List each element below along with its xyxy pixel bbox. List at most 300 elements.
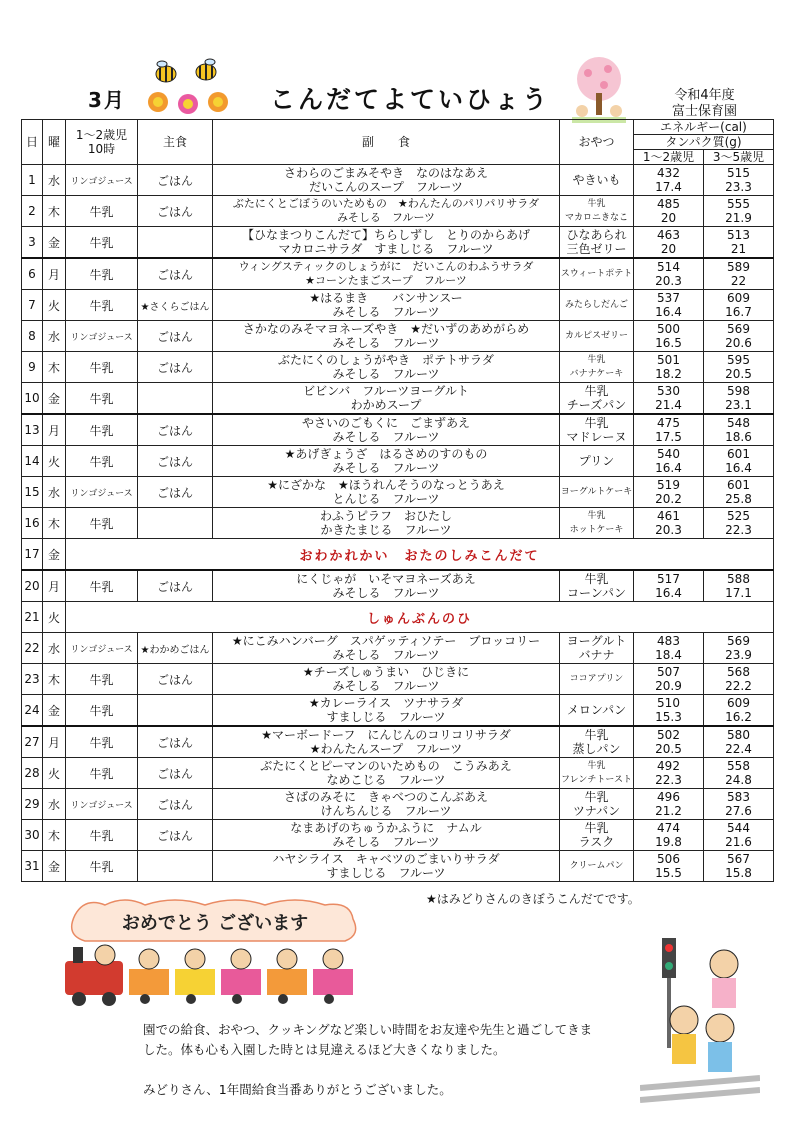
- day-cell: 17: [22, 539, 43, 571]
- nutrition-age35-cell: [704, 290, 774, 321]
- nutrition-age35-cell-line2: 24.8: [725, 773, 752, 787]
- nutrition-age12-cell: [634, 414, 704, 446]
- oyatsu-cell-line1: みたらしだんご: [564, 300, 628, 310]
- cherry-tree-illustration: [568, 55, 630, 125]
- side-dish-cell: [213, 477, 560, 508]
- nutrition-age12-cell-line1: 530: [657, 384, 680, 398]
- nutrition-age35-cell-line2: 23.9: [725, 648, 752, 662]
- nutrition-age12-cell: [634, 258, 704, 290]
- oyatsu-cell: [560, 664, 634, 695]
- nutrition-age12-cell-line2: 16.4: [655, 461, 682, 475]
- day-cell: 29: [22, 789, 43, 820]
- nutrition-age35-cell-line1: 515: [727, 166, 750, 180]
- staple-cell: ごはん: [138, 477, 213, 508]
- congratulations-train-illustration: [65, 895, 365, 1010]
- weekday-cell: 火: [43, 446, 66, 477]
- col-age12: 1～2歳児: [634, 150, 704, 165]
- nutrition-age35-cell-line1: 568: [727, 665, 750, 679]
- side-dish-cell-line2: みそしる フルーツ: [332, 648, 440, 662]
- staple-cell: ごはん: [138, 414, 213, 446]
- weekday-cell: 金: [43, 695, 66, 727]
- nutrition-age35-cell-line2: 18.6: [725, 430, 752, 444]
- side-dish-cell: [213, 570, 560, 602]
- oyatsu-cell-line1: 牛乳: [587, 199, 606, 209]
- nutrition-age12-cell: [634, 633, 704, 664]
- nutrition-age35-cell-line2: 22.4: [725, 742, 752, 756]
- nutrition-age35-cell-line2: 16.2: [725, 710, 752, 724]
- day-cell: 10: [22, 383, 43, 415]
- side-dish-cell: [213, 633, 560, 664]
- bee-flower-illustration: [138, 58, 238, 120]
- nutrition-age35-cell-line2: 27.6: [725, 804, 752, 818]
- table-row: [22, 539, 774, 571]
- oyatsu-cell-line2: バナナケーキ: [569, 369, 624, 379]
- day-cell: 21: [22, 602, 43, 633]
- side-dish-cell-line1: ★にざかな ★ほうれんそうのなっとうあえ: [267, 478, 505, 492]
- crossing-kids-illustration: [640, 928, 760, 1108]
- oyatsu-cell: [560, 820, 634, 851]
- staple-cell: ごはん: [138, 258, 213, 290]
- table-row: [22, 602, 774, 633]
- side-dish-cell-line2: みそしる フルーツ: [332, 367, 440, 381]
- nutrition-age12-cell-line2: 17.4: [655, 180, 682, 194]
- oyatsu-cell-line1: ヨーグルト: [566, 634, 627, 648]
- table-row: [22, 508, 774, 539]
- oyatsu-cell-line1: プリン: [578, 454, 615, 468]
- oyatsu-cell-line1: 牛乳: [587, 761, 606, 771]
- col-age35: 3～5歳児: [704, 150, 774, 165]
- oyatsu-cell-line2: ラスク: [578, 835, 615, 849]
- staple-cell: [138, 227, 213, 259]
- nutrition-age12-cell: [634, 820, 704, 851]
- nutrition-age35-cell: [704, 227, 774, 259]
- school-name: 富士保育園: [672, 104, 738, 119]
- side-dish-cell-line1: さわらのごまみそやき なのはなあえ: [283, 166, 488, 180]
- side-dish-cell: [213, 227, 560, 259]
- side-dish-cell: [213, 165, 560, 196]
- nutrition-age35-cell-line2: 20.5: [725, 367, 752, 381]
- side-dish-cell: [213, 820, 560, 851]
- nutrition-age35-cell: [704, 321, 774, 352]
- oyatsu-cell-line1: ひなあられ: [566, 228, 627, 242]
- weekday-cell: 金: [43, 851, 66, 882]
- nutrition-age35-cell: [704, 165, 774, 196]
- side-dish-cell-line2: みそしる フルーツ: [332, 679, 440, 693]
- side-dish-cell-line1: わふうピラフ おひたし: [319, 509, 452, 523]
- weekday-cell: 月: [43, 414, 66, 446]
- nutrition-age35-cell-line2: 21.9: [725, 211, 752, 225]
- weekday-cell: 月: [43, 258, 66, 290]
- staple-cell: [138, 383, 213, 415]
- weekday-cell: 火: [43, 602, 66, 633]
- oyatsu-cell: [560, 726, 634, 758]
- table-row: [22, 726, 774, 758]
- nutrition-age12-cell-line2: 16.4: [655, 586, 682, 600]
- oyatsu-cell: [560, 477, 634, 508]
- staple-cell: [138, 508, 213, 539]
- oyatsu-cell: [560, 695, 634, 727]
- day-cell: 23: [22, 664, 43, 695]
- oyatsu-cell-line1: 牛乳: [584, 384, 609, 398]
- side-dish-cell-line1: やさいのごもくに ごまずあえ: [301, 416, 470, 430]
- oyatsu-cell-line1: 牛乳: [584, 790, 609, 804]
- table-row: [22, 383, 774, 415]
- side-dish-cell: [213, 508, 560, 539]
- side-dish-cell-line2: みそしる フルーツ: [332, 336, 440, 350]
- weekday-cell: 金: [43, 383, 66, 415]
- train-icon: [65, 945, 353, 1006]
- nutrition-age12-cell: [634, 321, 704, 352]
- table-row: [22, 570, 774, 602]
- nutrition-age35-cell-line1: 595: [727, 353, 750, 367]
- nutrition-age12-cell-line1: 519: [657, 478, 680, 492]
- snack10-cell: リンゴジュース: [66, 477, 138, 508]
- snack10-cell: 牛乳: [66, 196, 138, 227]
- bee-icon: [156, 61, 176, 82]
- nutrition-age35-cell-line2: 23.1: [725, 398, 752, 412]
- oyatsu-cell-line1: スウィートポテト: [560, 269, 633, 279]
- nutrition-age35-cell: [704, 695, 774, 727]
- oyatsu-cell-line2: マドレーヌ: [566, 430, 627, 444]
- nutrition-age12-cell-line1: 485: [657, 197, 680, 211]
- staple-cell: ごはん: [138, 446, 213, 477]
- oyatsu-cell: [560, 570, 634, 602]
- menu-table: [21, 119, 774, 882]
- side-dish-cell: [213, 851, 560, 882]
- page-title: こんだてよていひょう: [270, 85, 551, 114]
- table-row: [22, 321, 774, 352]
- oyatsu-cell-line2: ツナパン: [572, 804, 621, 818]
- nutrition-age35-cell: [704, 851, 774, 882]
- nutrition-age12-cell: [634, 570, 704, 602]
- oyatsu-cell-line1: 牛乳: [584, 416, 609, 430]
- side-dish-cell-line1: ぶたにくとピーマンのいためもの こうみあえ: [260, 759, 512, 773]
- oyatsu-cell: [560, 414, 634, 446]
- nutrition-age35-cell-line1: 609: [727, 291, 750, 305]
- nutrition-age12-cell: [634, 758, 704, 789]
- snack10-cell: 牛乳: [66, 820, 138, 851]
- day-cell: 28: [22, 758, 43, 789]
- snack10-cell: 牛乳: [66, 508, 138, 539]
- day-cell: 20: [22, 570, 43, 602]
- table-row: [22, 258, 774, 290]
- side-dish-cell-line1: さばのみそに きゃべつのこんぶあえ: [283, 790, 488, 804]
- nutrition-age12-cell-line2: 21.2: [655, 804, 682, 818]
- day-cell: 1: [22, 165, 43, 196]
- snack10-cell: リンゴジュース: [66, 165, 138, 196]
- side-dish-cell-line1: 【ひなまつりこんだて】ちらしずし とりのからあげ: [241, 228, 530, 242]
- table-row: [22, 414, 774, 446]
- nutrition-age35-cell-line2: 17.1: [725, 586, 752, 600]
- staple-cell: ごはん: [138, 352, 213, 383]
- side-dish-cell-line2: みそしる フルーツ: [332, 305, 440, 319]
- weekday-cell: 水: [43, 477, 66, 508]
- nutrition-age12-cell: [634, 352, 704, 383]
- side-dish-cell-line1: ビビンバ フルーツヨーグルト: [303, 384, 469, 398]
- side-dish-cell-line1: ぶたにくとごぼうのいためもの ★わんたんのパリパリサラダ: [232, 197, 540, 210]
- side-dish-cell-line1: ★はるまき バンサンスー: [309, 291, 463, 305]
- side-dish-cell-line1: ★カレーライス ツナサラダ: [308, 696, 464, 710]
- nutrition-age35-cell: [704, 758, 774, 789]
- weekday-cell: 水: [43, 165, 66, 196]
- nutrition-age12-cell: [634, 726, 704, 758]
- snack10-cell: リンゴジュース: [66, 789, 138, 820]
- oyatsu-cell-line1: 牛乳: [587, 511, 606, 521]
- oyatsu-cell-line1: クリームパン: [569, 861, 624, 871]
- nutrition-age35-cell-line1: 569: [727, 634, 750, 648]
- nutrition-age12-cell-line1: 475: [657, 416, 680, 430]
- side-dish-cell: [213, 758, 560, 789]
- weekday-cell: 金: [43, 539, 66, 571]
- nutrition-age12-cell-line2: 20.9: [655, 679, 682, 693]
- nutrition-age12-cell: [634, 290, 704, 321]
- footnote: ★はみどりさんのきぼうこんだてです。: [426, 892, 640, 906]
- side-dish-cell-line2: みそしる フルーツ: [332, 835, 440, 849]
- oyatsu-cell: [560, 227, 634, 259]
- oyatsu-cell-line2: 蒸しパン: [572, 742, 621, 756]
- snack10-cell: 牛乳: [66, 414, 138, 446]
- side-dish-cell-line1: さかなのみそマヨネーズやき ★だいずのあめがらめ: [242, 322, 530, 336]
- nutrition-age35-cell-line2: 20.6: [725, 336, 752, 350]
- oyatsu-cell: [560, 851, 634, 882]
- nutrition-age12-cell-line2: 22.3: [655, 773, 682, 787]
- side-dish-cell-line1: ハヤシライス キャベツのごまいりサラダ: [272, 852, 500, 866]
- side-dish-cell-line1: なまあげのちゅうかふうに ナムル: [290, 821, 482, 835]
- snack10-cell: 牛乳: [66, 851, 138, 882]
- table-row: [22, 290, 774, 321]
- weekday-cell: 木: [43, 508, 66, 539]
- oyatsu-cell: [560, 508, 634, 539]
- oyatsu-cell-line2: コーンパン: [567, 586, 626, 600]
- nutrition-age35-cell-line1: 548: [727, 416, 750, 430]
- oyatsu-cell-line1: 牛乳: [584, 572, 609, 586]
- day-cell: 8: [22, 321, 43, 352]
- nutrition-age35-cell: [704, 508, 774, 539]
- nutrition-age35-cell: [704, 820, 774, 851]
- nutrition-age35-cell: [704, 196, 774, 227]
- nutrition-age12-cell-line1: 514: [657, 260, 680, 274]
- event-cell: おわかれかい おたのしみこんだて: [66, 539, 774, 571]
- oyatsu-cell-line2: バナナ: [578, 648, 615, 662]
- side-dish-cell-line2: みそしる フルーツ: [332, 461, 440, 475]
- table-row: [22, 477, 774, 508]
- snack10-cell: 牛乳: [66, 726, 138, 758]
- table-row: [22, 633, 774, 664]
- table-row: [22, 165, 774, 196]
- side-dish-cell-line1: ★あげぎょうざ はるさめのすのもの: [284, 447, 488, 461]
- nutrition-age35-cell-line1: 580: [727, 728, 750, 742]
- day-cell: 7: [22, 290, 43, 321]
- nutrition-age35-cell-line1: 525: [727, 509, 750, 523]
- day-cell: 2: [22, 196, 43, 227]
- nutrition-age12-cell-line1: 501: [657, 353, 680, 367]
- nutrition-age35-cell-line2: 15.8: [725, 866, 752, 880]
- snack10-cell: 牛乳: [66, 695, 138, 727]
- staple-cell: ごはん: [138, 196, 213, 227]
- nutrition-age35-cell-line2: 16.4: [725, 461, 752, 475]
- nutrition-age35-cell-line1: 601: [727, 447, 750, 461]
- day-cell: 14: [22, 446, 43, 477]
- side-dish-cell: [213, 383, 560, 415]
- oyatsu-cell-line1: メロンパン: [566, 703, 627, 717]
- nutrition-age35-cell-line2: 22.3: [725, 523, 752, 537]
- nutrition-age35-cell-line1: 569: [727, 322, 750, 336]
- message-line3: みどりさん、1年間給食当番ありがとうございました。: [143, 1082, 452, 1097]
- table-row: [22, 758, 774, 789]
- staple-cell: ごはん: [138, 789, 213, 820]
- nutrition-age12-cell: [634, 508, 704, 539]
- nutrition-age12-cell-line2: 20.3: [655, 523, 682, 537]
- day-cell: 13: [22, 414, 43, 446]
- side-dish-cell-line2: けんちんじる フルーツ: [320, 804, 452, 818]
- nutrition-age12-cell-line2: 19.8: [655, 835, 682, 849]
- nutrition-age35-cell: [704, 570, 774, 602]
- staple-cell: ごはん: [138, 726, 213, 758]
- nutrition-age12-cell: [634, 165, 704, 196]
- side-dish-cell-line2: かきたまじる フルーツ: [320, 523, 452, 537]
- nutrition-age35-cell-line1: 598: [727, 384, 750, 398]
- bee-icon: [196, 59, 216, 80]
- col-protein: タンパク質(g): [634, 135, 774, 150]
- table-row: [22, 820, 774, 851]
- oyatsu-cell-line2: 三色ゼリー: [566, 242, 627, 256]
- nutrition-age12-cell-line1: 496: [657, 790, 680, 804]
- staple-cell: [138, 695, 213, 727]
- nutrition-age12-cell-line1: 537: [657, 291, 680, 305]
- oyatsu-cell-line2: チーズパン: [566, 398, 627, 412]
- side-dish-cell: [213, 789, 560, 820]
- message-line1: 園での給食、おやつ、クッキングなど楽しい時間をお友達や先生と過ごしてきま: [143, 1022, 593, 1037]
- side-dish-cell: [213, 321, 560, 352]
- nutrition-age35-cell-line2: 21: [730, 242, 747, 256]
- nutrition-age12-cell: [634, 227, 704, 259]
- oyatsu-cell: [560, 321, 634, 352]
- nutrition-age35-cell-line2: 23.3: [725, 180, 752, 194]
- day-cell: 24: [22, 695, 43, 727]
- col-staple: 主食: [138, 120, 213, 165]
- side-dish-cell: [213, 196, 560, 227]
- oyatsu-cell: [560, 352, 634, 383]
- side-dish-cell: [213, 664, 560, 695]
- nutrition-age35-cell-line1: 544: [727, 821, 750, 835]
- month-label: 3月: [88, 88, 126, 112]
- col-day: 日: [22, 120, 43, 165]
- nutrition-age12-cell: [634, 664, 704, 695]
- weekday-cell: 火: [43, 758, 66, 789]
- col-weekday: 曜: [43, 120, 66, 165]
- nutrition-age35-cell: [704, 383, 774, 415]
- nutrition-age35-cell: [704, 352, 774, 383]
- side-dish-cell-line2: すましじる フルーツ: [326, 710, 446, 724]
- nutrition-age35-cell-line1: 583: [727, 790, 750, 804]
- nutrition-age35-cell-line2: 22.2: [725, 679, 752, 693]
- nutrition-age12-cell-line1: 540: [657, 447, 680, 461]
- nutrition-age12-cell-line1: 502: [657, 728, 680, 742]
- nutrition-age35-cell-line1: 555: [727, 197, 750, 211]
- staple-cell: ごはん: [138, 165, 213, 196]
- snack10-cell: 牛乳: [66, 570, 138, 602]
- nutrition-age35-cell-line1: 601: [727, 478, 750, 492]
- day-cell: 15: [22, 477, 43, 508]
- snack10-cell: 牛乳: [66, 352, 138, 383]
- weekday-cell: 月: [43, 726, 66, 758]
- side-dish-cell-line2: すましじる フルーツ: [326, 866, 446, 880]
- day-cell: 6: [22, 258, 43, 290]
- weekday-cell: 水: [43, 789, 66, 820]
- snack10-cell: 牛乳: [66, 664, 138, 695]
- nutrition-age12-cell: [634, 477, 704, 508]
- table-row: [22, 789, 774, 820]
- col-snack10-line1: 1～2歳児: [75, 128, 128, 142]
- snack10-cell: 牛乳: [66, 446, 138, 477]
- oyatsu-cell: [560, 758, 634, 789]
- nutrition-age12-cell-line2: 16.5: [655, 336, 682, 350]
- side-dish-cell: [213, 726, 560, 758]
- nutrition-age12-cell-line2: 20.3: [655, 274, 682, 288]
- nutrition-age12-cell-line2: 15.5: [655, 866, 682, 880]
- oyatsu-cell: [560, 258, 634, 290]
- staple-cell: ★わかめごはん: [138, 633, 213, 664]
- nutrition-age35-cell-line2: 21.6: [725, 835, 752, 849]
- nutrition-age12-cell: [634, 851, 704, 882]
- nutrition-age12-cell-line1: 483: [657, 634, 680, 648]
- day-cell: 16: [22, 508, 43, 539]
- nutrition-age35-cell: [704, 664, 774, 695]
- oyatsu-cell: [560, 290, 634, 321]
- col-energy: エネルギー(cal): [634, 120, 774, 135]
- nutrition-age12-cell-line2: 16.4: [655, 305, 682, 319]
- col-side: 副 食: [213, 120, 560, 165]
- nutrition-age35-cell-line2: 22: [730, 274, 747, 288]
- day-cell: 27: [22, 726, 43, 758]
- banner-text: おめでとう ございます: [121, 913, 309, 934]
- oyatsu-cell-line1: カルピスゼリー: [564, 331, 628, 341]
- side-dish-cell-line1: ★マーボードーフ にんじんのコリコリサラダ: [261, 728, 511, 742]
- snack10-cell: リンゴジュース: [66, 321, 138, 352]
- nutrition-age12-cell-line2: 20: [660, 211, 677, 225]
- nutrition-age12-cell: [634, 196, 704, 227]
- oyatsu-cell-line1: ヨーグルトケーキ: [560, 487, 633, 497]
- oyatsu-cell-line1: 牛乳: [587, 355, 606, 365]
- side-dish-cell: [213, 352, 560, 383]
- oyatsu-cell: [560, 383, 634, 415]
- nutrition-age35-cell-line1: 588: [727, 572, 750, 586]
- nutrition-age12-cell-line2: 21.4: [655, 398, 682, 412]
- oyatsu-cell-line2: マカロニきなこ: [564, 213, 628, 223]
- nutrition-age35-cell: [704, 414, 774, 446]
- snack10-cell: リンゴジュース: [66, 633, 138, 664]
- table-row: [22, 664, 774, 695]
- day-cell: 31: [22, 851, 43, 882]
- side-dish-cell-line2: とんじる フルーツ: [332, 492, 440, 506]
- side-dish-cell-line2: みそしる フルーツ: [332, 430, 440, 444]
- oyatsu-cell: [560, 633, 634, 664]
- nutrition-age12-cell-line1: 463: [657, 228, 680, 242]
- side-dish-cell-line2: ★わんたんスープ フルーツ: [309, 742, 463, 756]
- nutrition-age35-cell-line1: 513: [727, 228, 750, 242]
- nutrition-age35-cell-line1: 558: [727, 759, 750, 773]
- side-dish-cell: [213, 290, 560, 321]
- oyatsu-cell-line1: 牛乳: [584, 821, 609, 835]
- side-dish-cell: [213, 258, 560, 290]
- oyatsu-cell-line2: フレンチトースト: [561, 775, 632, 785]
- oyatsu-cell: [560, 446, 634, 477]
- nutrition-age12-cell-line1: 492: [657, 759, 680, 773]
- nutrition-age12-cell-line1: 517: [657, 572, 680, 586]
- nutrition-age35-cell-line1: 589: [727, 260, 750, 274]
- weekday-cell: 水: [43, 321, 66, 352]
- nutrition-age12-cell-line1: 507: [657, 665, 680, 679]
